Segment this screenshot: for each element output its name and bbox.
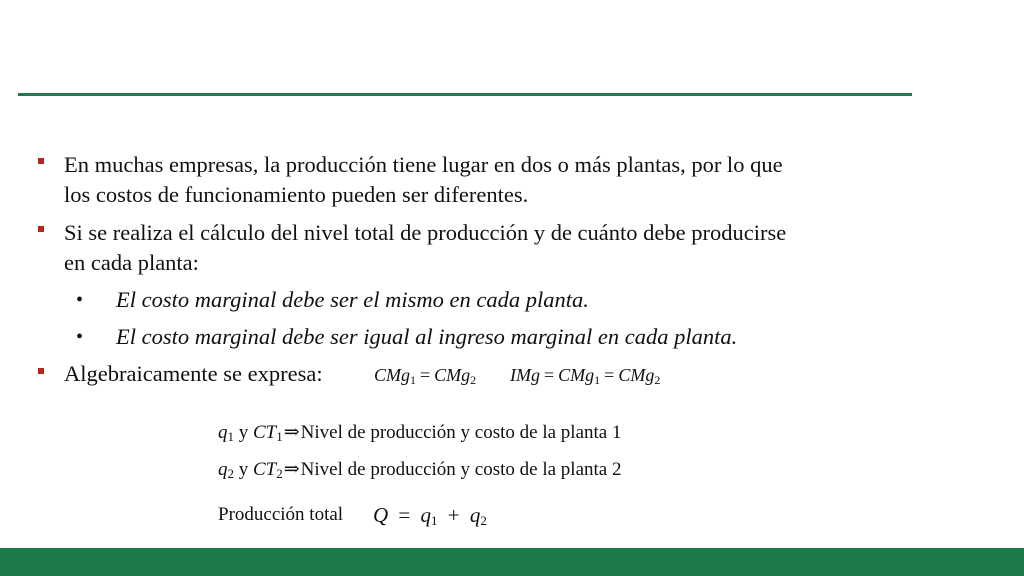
definition-text: Nivel de producción y costo de la planta 2 [300,459,622,480]
subbullet-2: El costo marginal debe ser igual al ingreso marginal en cada planta. [116,324,738,349]
subbullet-1: El costo marginal debe ser el mismo en cada planta. [116,287,589,312]
bullet-square-icon [38,226,44,232]
formula-operator: = [420,365,431,385]
math-subscript: 1 [227,429,234,444]
formula-subscript: 1 [410,373,416,387]
algebra-label: Algebraicamente se expresa: [64,361,323,386]
total-production-label: Producción total [218,504,344,525]
implies-arrow-icon: ⇒ [283,459,300,480]
formula-operator: = [398,503,411,527]
title-divider-line [18,93,912,96]
bullet-1-line-1: En muchas empresas, la producción tiene lugar en dos o más plantas, por lo que [64,152,783,177]
formula-operator: = [604,365,615,385]
formula-term: CMg [434,365,471,385]
bullet-2-line-2: en cada planta: [64,250,199,275]
math-subscript: 1 [431,513,438,528]
math-subscript: 1 [276,429,283,444]
math-variable: CT [253,459,277,480]
definition-plant-2 [218,458,621,486]
formula-subscript: 1 [594,373,601,387]
formula-term: IMg [510,365,540,385]
math-variable: q [469,503,481,527]
formula-subscript: 2 [470,373,477,387]
math-variable: q [218,422,228,443]
conjunction-text: y [238,459,249,480]
implies-arrow-icon: ⇒ [283,422,300,443]
math-variable: Q [373,503,389,527]
round-bullet-icon: • [76,326,84,348]
math-subscript: 2 [480,513,487,528]
footer-band [0,548,1024,576]
bullet-1-line-2: los costos de funcionamiento pueden ser diferentes. [64,182,529,207]
bullet-2-line-1: Si se realiza el cálculo del nivel total de producción y de cuánto debe producirse [64,220,787,245]
formula-term: CMg [558,365,595,385]
math-variable: q [218,459,228,480]
bullet-square-icon [38,158,44,164]
math-variable: q [420,503,432,527]
math-subscript: 2 [276,466,283,481]
formula-operator: + [447,503,460,527]
math-subscript: 2 [227,466,234,481]
definition-plant-1 [218,421,621,449]
bullet-1 [64,150,783,210]
formula-cmg-equality [374,364,476,391]
formula-img-equality [510,364,660,391]
total-production-formula [373,503,487,533]
math-variable: CT [253,422,277,443]
conjunction-text: y [238,422,249,443]
formula-term: CMg [374,365,410,385]
round-bullet-icon: • [76,289,84,311]
bullet-2 [64,218,786,278]
formula-term: CMg [618,365,655,385]
definition-text: Nivel de producción y costo de la planta 1 [300,422,622,443]
formula-operator: = [544,365,555,385]
bullet-square-icon [38,368,44,374]
formula-subscript: 2 [654,373,661,387]
